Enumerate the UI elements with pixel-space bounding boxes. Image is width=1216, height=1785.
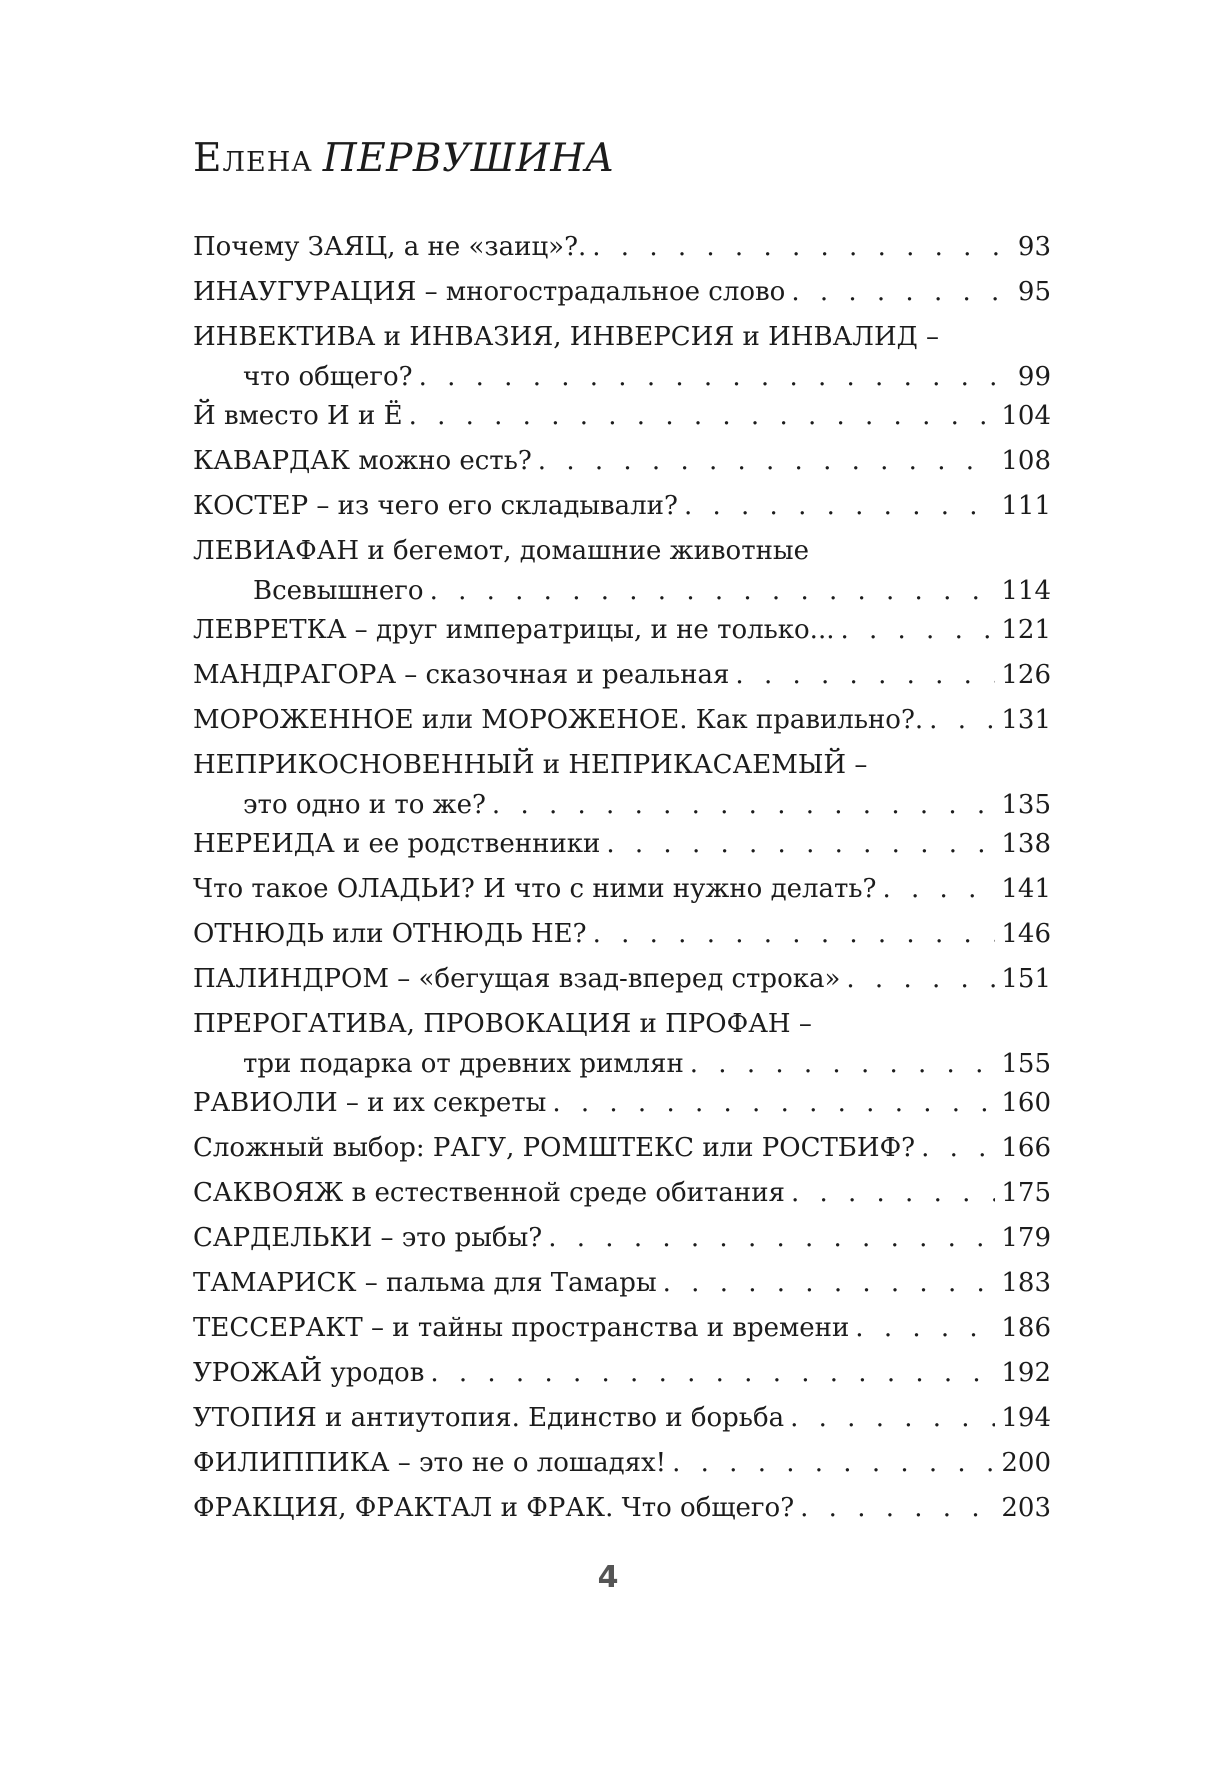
- toc-entry-title: ФРАКЦИЯ, ФРАКТАЛ и ФРАК. Что общего?: [193, 1493, 795, 1523]
- toc-entry-page-number: 179: [1001, 1223, 1051, 1253]
- toc-entry-line: [193, 822, 1051, 867]
- dot-leader: [855, 1306, 995, 1351]
- toc-entry[interactable]: [193, 1081, 1051, 1126]
- toc-entry[interactable]: [193, 653, 1051, 698]
- dot-leader: [800, 1486, 995, 1531]
- dot-leader: [430, 1351, 995, 1396]
- toc-entry-line: [193, 698, 1051, 743]
- toc-entry-line: [193, 225, 1051, 270]
- toc-entry-title: УРОЖАЙ уродов: [193, 1358, 425, 1388]
- toc-entry[interactable]: [193, 484, 1051, 529]
- toc-entry-title: МАНДРАГОРА – сказочная и реальная: [193, 660, 730, 690]
- toc-entry-title: КОСТЕР – из чего его складывали?: [193, 491, 678, 521]
- toc-entry[interactable]: [193, 225, 1051, 270]
- toc-entry[interactable]: [193, 1351, 1051, 1396]
- toc-entry-line: [193, 1216, 1051, 1261]
- toc-entry-line: [193, 743, 1051, 788]
- toc-entry-page-number: 194: [1001, 1403, 1051, 1433]
- toc-entry-page-number: 108: [1001, 446, 1051, 476]
- toc-entry-page-number: 111: [1001, 491, 1051, 521]
- toc-entry[interactable]: [193, 1002, 1051, 1081]
- dot-leader: [492, 788, 995, 822]
- toc-entry[interactable]: [193, 867, 1051, 912]
- toc-entry-title: ПАЛИНДРОМ – «бегущая взад-вперед строка»: [193, 964, 841, 994]
- toc-entry-line: [193, 315, 1051, 360]
- dot-leader: [592, 225, 1012, 270]
- dot-leader: [430, 574, 996, 608]
- toc-entry[interactable]: [193, 315, 1051, 394]
- dot-leader: [846, 957, 995, 1002]
- toc-entry-line: [193, 1396, 1051, 1441]
- toc-entry-title: ТЕССЕРАКТ – и тайны пространства и времени: [193, 1313, 850, 1343]
- toc-entry[interactable]: [193, 1441, 1051, 1486]
- dot-leader: [840, 608, 995, 653]
- toc-entry-page-number: 203: [1001, 1493, 1051, 1523]
- toc-entry-title: РАВИОЛИ – и их секреты: [193, 1088, 547, 1118]
- toc-entry-line: [193, 1441, 1051, 1486]
- toc-entry-line: [193, 484, 1051, 529]
- toc-entry-continuation: [193, 360, 1051, 394]
- dot-leader: [883, 867, 996, 912]
- toc-entry-continuation: [193, 1047, 1051, 1081]
- toc-entry-line: [193, 1261, 1051, 1306]
- dot-leader: [690, 1047, 996, 1081]
- toc-entry[interactable]: [193, 1216, 1051, 1261]
- toc-entry-line: [193, 867, 1051, 912]
- toc-entry[interactable]: [193, 1171, 1051, 1216]
- toc-entry-page-number: 155: [1001, 1049, 1051, 1079]
- toc-entry-line: [193, 1306, 1051, 1351]
- toc-entry-continuation: [193, 574, 1051, 608]
- toc-entry-title: КАВАРДАК можно есть?: [193, 446, 532, 476]
- table-of-contents: [193, 225, 1051, 1531]
- toc-entry-page-number: 192: [1001, 1358, 1051, 1388]
- toc-entry-title: УТОПИЯ и антиутопия. Единство и борьба: [193, 1403, 785, 1433]
- toc-entry[interactable]: [193, 270, 1051, 315]
- dot-leader: [663, 1261, 996, 1306]
- toc-entry[interactable]: [193, 743, 1051, 822]
- toc-entry-line: [193, 912, 1051, 957]
- author-last-name: ПЕРВУШИНА: [322, 136, 615, 181]
- toc-entry-title: САРДЕЛЬКИ – это рыбы?: [193, 1223, 543, 1253]
- toc-entry-title: Всевышнего: [253, 576, 424, 606]
- toc-entry[interactable]: [193, 1486, 1051, 1531]
- toc-entry-title: ЛЕВРЕТКА – друг императрицы, и не только...: [193, 615, 835, 645]
- toc-entry[interactable]: [193, 698, 1051, 743]
- dot-leader: [548, 1216, 995, 1261]
- toc-entry-title: МОРОЖЕННОЕ или МОРОЖЕНОЕ. Как правильно?.: [193, 705, 924, 735]
- toc-entry[interactable]: [193, 529, 1051, 608]
- dot-leader: [735, 653, 995, 698]
- toc-entry-continuation: [193, 788, 1051, 822]
- toc-entry-line: [193, 394, 1051, 439]
- toc-entry-title: Почему ЗАЯЦ, а не «заиц»?.: [193, 232, 587, 262]
- toc-entry-title: ИНВЕКТИВА и ИНВАЗИЯ, ИНВЕРСИЯ и ИНВАЛИД –: [193, 322, 940, 352]
- author-first-name: Елена: [193, 136, 313, 181]
- toc-entry[interactable]: [193, 822, 1051, 867]
- toc-entry-page-number: 151: [1001, 964, 1051, 994]
- toc-entry-page-number: 138: [1001, 829, 1051, 859]
- dot-leader: [791, 1171, 995, 1216]
- toc-entry[interactable]: [193, 439, 1051, 484]
- toc-entry-page-number: 104: [1001, 401, 1051, 431]
- dot-leader: [921, 1126, 995, 1171]
- running-header: [193, 133, 615, 185]
- toc-entry-title: ЛЕВИАФАН и бегемот, домашние животные: [193, 536, 809, 566]
- dot-leader: [606, 822, 995, 867]
- dot-leader: [593, 912, 996, 957]
- toc-entry-line: [193, 529, 1051, 574]
- toc-entry[interactable]: [193, 1126, 1051, 1171]
- dot-leader: [929, 698, 995, 743]
- toc-entry-title: это одно и то же?: [243, 790, 486, 820]
- toc-entry-line: [193, 1081, 1051, 1126]
- dot-leader: [419, 360, 1012, 394]
- toc-entry[interactable]: [193, 957, 1051, 1002]
- toc-entry[interactable]: [193, 1306, 1051, 1351]
- toc-entry-page-number: 146: [1001, 919, 1051, 949]
- toc-entry-line: [193, 1171, 1051, 1216]
- toc-entry-page-number: 121: [1001, 615, 1051, 645]
- toc-entry[interactable]: [193, 1396, 1051, 1441]
- toc-entry-page-number: 166: [1001, 1133, 1051, 1163]
- toc-entry-title: ФИЛИППИКА – это не о лошадях!: [193, 1448, 667, 1478]
- toc-entry-title: три подарка от древних римлян: [243, 1049, 684, 1079]
- toc-entry-page-number: 114: [1001, 576, 1051, 606]
- toc-entry-page-number: 93: [1017, 232, 1051, 262]
- toc-entry-line: [193, 1351, 1051, 1396]
- dot-leader: [552, 1081, 995, 1126]
- toc-entry[interactable]: [193, 912, 1051, 957]
- toc-entry-title: ПРЕРОГАТИВА, ПРОВОКАЦИЯ и ПРОФАН –: [193, 1009, 812, 1039]
- page-number: 4: [597, 1560, 619, 1595]
- toc-entry-page-number: 200: [1001, 1448, 1051, 1478]
- dot-leader: [672, 1441, 995, 1486]
- toc-entry-line: [193, 1486, 1051, 1531]
- toc-entry-page-number: 135: [1001, 790, 1051, 820]
- toc-entry[interactable]: [193, 1261, 1051, 1306]
- dot-leader: [684, 484, 995, 529]
- toc-entry-title: Сложный выбор: РАГУ, РОМШТЕКС или РОСТБИФ?: [193, 1133, 916, 1163]
- dot-leader: [790, 1396, 995, 1441]
- toc-entry-line: [193, 653, 1051, 698]
- toc-entry-page-number: 95: [1017, 277, 1051, 307]
- toc-entry-line: [193, 1002, 1051, 1047]
- toc-entry-page-number: 183: [1001, 1268, 1051, 1298]
- toc-entry-title: Й вместо И и Ё: [193, 401, 403, 431]
- toc-entry-line: [193, 1126, 1051, 1171]
- dot-leader: [791, 270, 1012, 315]
- toc-entry-title: САКВОЯЖ в естественной среде обитания: [193, 1178, 785, 1208]
- toc-entry-title: что общего?: [243, 362, 413, 392]
- toc-entry-page-number: 141: [1001, 874, 1051, 904]
- toc-entry-title: ТАМАРИСК – пальма для Тамары: [193, 1268, 657, 1298]
- dot-leader: [409, 394, 996, 439]
- toc-entry-line: [193, 270, 1051, 315]
- toc-entry-line: [193, 608, 1051, 653]
- toc-entry-page-number: 99: [1017, 362, 1051, 392]
- toc-entry-page-number: 186: [1001, 1313, 1051, 1343]
- toc-entry-line: [193, 957, 1051, 1002]
- toc-entry-title: НЕПРИКОСНОВЕННЫЙ и НЕПРИКАСАЕМЫЙ –: [193, 750, 868, 780]
- toc-entry-title: Что такое ОЛАДЬИ? И что с ними нужно делать?: [193, 874, 877, 904]
- toc-entry-title: ОТНЮДЬ или ОТНЮДЬ НЕ?: [193, 919, 587, 949]
- dot-leader: [538, 439, 996, 484]
- toc-entry[interactable]: [193, 394, 1051, 439]
- toc-entry-title: ИНАУГУРАЦИЯ – многострадальное слово: [193, 277, 786, 307]
- toc-entry-page-number: 126: [1001, 660, 1051, 690]
- toc-entry-line: [193, 439, 1051, 484]
- toc-entry-title: НЕРЕИДА и ее родственники: [193, 829, 601, 859]
- toc-entry[interactable]: [193, 608, 1051, 653]
- toc-entry-page-number: 175: [1001, 1178, 1051, 1208]
- toc-entry-page-number: 160: [1001, 1088, 1051, 1118]
- toc-entry-page-number: 131: [1001, 705, 1051, 735]
